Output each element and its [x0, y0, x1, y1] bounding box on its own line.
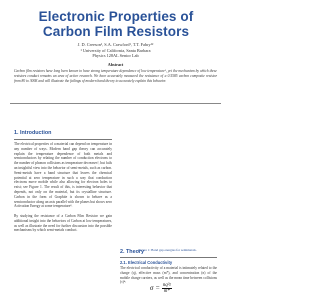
band-gap-figure [124, 145, 206, 243]
theory-body: The electrical conductivity of a material is intimately related to the charge (q), effective mass (m*), and concentration (n) of the mobile charge carriers, as well as the mean time between collisions (τ)⁴: [120, 266, 217, 285]
abstract-heading: Abstract [107, 62, 124, 67]
theory-heading: 2. Theory [120, 249, 144, 255]
author-address: Physics 128AL Senior Lab [92, 53, 139, 59]
author-block [20, 42, 211, 59]
abstract-body: Carbon film resistors have long been known to have strong temperature dependence of low temperature¹, yet the mechanism by which these resistors conduct remains an area of active research. We have accurately measured the resistance of a 0.5585 carbon composite resistor from 80 to 300K and will illustrate the failings of modern band theory to accurately explain this behavior. [14, 69, 217, 83]
abstract-divider [10, 103, 221, 104]
figure-caption: Figure 1: Band gap energies for semimetals. [138, 248, 197, 252]
author-affiliation: ¹ University of California, Santa Barbara [80, 47, 151, 53]
intro-heading: 1. Introduction [14, 130, 52, 136]
equation-fraction [162, 283, 172, 294]
equation-denominator: m* [163, 289, 170, 294]
paper-title: Electronic Properties of Carbon Film Resistors [38, 9, 194, 39]
band-diagram-illustration [124, 145, 206, 243]
conductivity-equation [150, 283, 172, 294]
equation-numerator: nq²τ [162, 283, 171, 288]
theory-heading-rule [120, 257, 217, 258]
intro-body: The electrical properties of a material can depend on temperature in any number of ways. Modern band gap theory can accurately explain the temperature dependence of both metals and semiconductors by relating the number of conduction electrons to the number of phonon collisions as temperature decreases², but fails an insightful view into the behavior of semi-metals, such as carbon. Semi-metals have a band structure that leaves the chemical potential at zero temperature in such a way that conduction electrons move mobile while also allowing for electron holes to exist; see Figure 1. The result of this, is interesting behavior that depends, not only on the material, but its crystalline structure. Carbon in the form of Graphite is shown to behave as a semiconductor along an axis parallel with the planes but shows zero Activation Energy at some temperature³. By studying the resistance of a Carbon Film Resistor we gain additional insight into the behaviors of Carbon at low temperatures, as well as illustrate the need for further discussion into the possible mechanisms by which semi-metals conduct. [14, 142, 112, 233]
intro-heading-rule [14, 139, 112, 140]
equation-lhs: σ = [150, 284, 160, 293]
author-names: J. D. Creeson¹, S.A. Crawford¹, T.T. Fabry¹² [77, 42, 154, 47]
theory-subheading: 2.1. Electrical Conductivity [120, 260, 173, 265]
